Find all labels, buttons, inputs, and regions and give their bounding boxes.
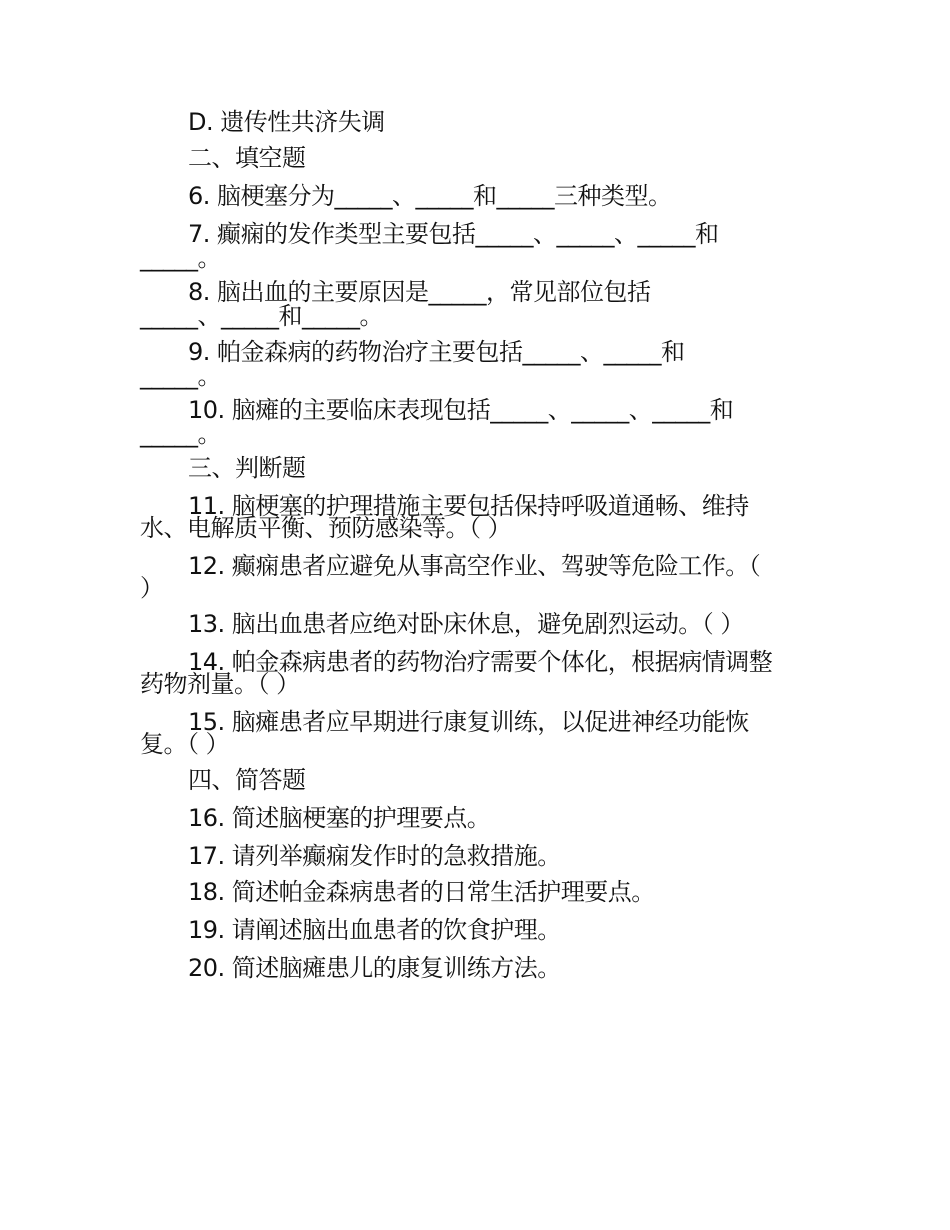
text-line: 11. 脑梗塞的护理措施主要包括保持呼吸道通畅、维持	[188, 492, 749, 520]
text-line: 19. 请阐述脑出血患者的饮食护理。	[188, 916, 561, 944]
text-line: 四、简答题	[188, 766, 306, 794]
text-line: 18. 简述帕金森病患者的日常生活护理要点。	[188, 878, 655, 906]
text-line: _____。	[140, 244, 221, 272]
text-line: 6. 脑梗塞分为_____、_____和_____三种类型。	[188, 182, 672, 210]
text-line: 20. 简述脑瘫患儿的康复训练方法。	[188, 954, 561, 982]
text-line: 复。（ ）	[140, 730, 230, 758]
text-line: _____。	[140, 362, 221, 390]
text-line: 13. 脑出血患者应绝对卧床休息，避免剧烈运动。（ ）	[188, 610, 744, 638]
text-line: _____。	[140, 420, 221, 448]
text-line: 二、填空题	[188, 144, 306, 172]
text-line: 15. 脑瘫患者应早期进行康复训练，以促进神经功能恢	[188, 708, 749, 736]
text-line: ）	[140, 574, 164, 602]
text-line: D. 遗传性共济失调	[188, 108, 385, 136]
text-line: 三、判断题	[188, 454, 306, 482]
text-line: 14. 帕金森病患者的药物治疗需要个体化，根据病情调整	[188, 648, 773, 676]
text-line: 9. 帕金森病的药物治疗主要包括_____、_____和	[188, 338, 685, 366]
text-line: 水、电解质平衡、预防感染等。（ ）	[140, 514, 512, 542]
text-line: 7. 癫痫的发作类型主要包括_____、_____、_____和	[188, 220, 719, 248]
text-line: 17. 请列举癫痫发作时的急救措施。	[188, 842, 561, 870]
text-line: 药物剂量。（ ）	[140, 670, 300, 698]
text-line: 12. 癫痫患者应避免从事高空作业、驾驶等危险工作。（	[188, 552, 761, 580]
text-line: _____、_____和_____。	[140, 302, 383, 330]
text-line: 10. 脑瘫的主要临床表现包括_____、_____、_____和	[188, 396, 734, 424]
text-line: 8. 脑出血的主要原因是_____，常见部位包括	[188, 278, 651, 306]
text-line: 16. 简述脑梗塞的护理要点。	[188, 804, 491, 832]
